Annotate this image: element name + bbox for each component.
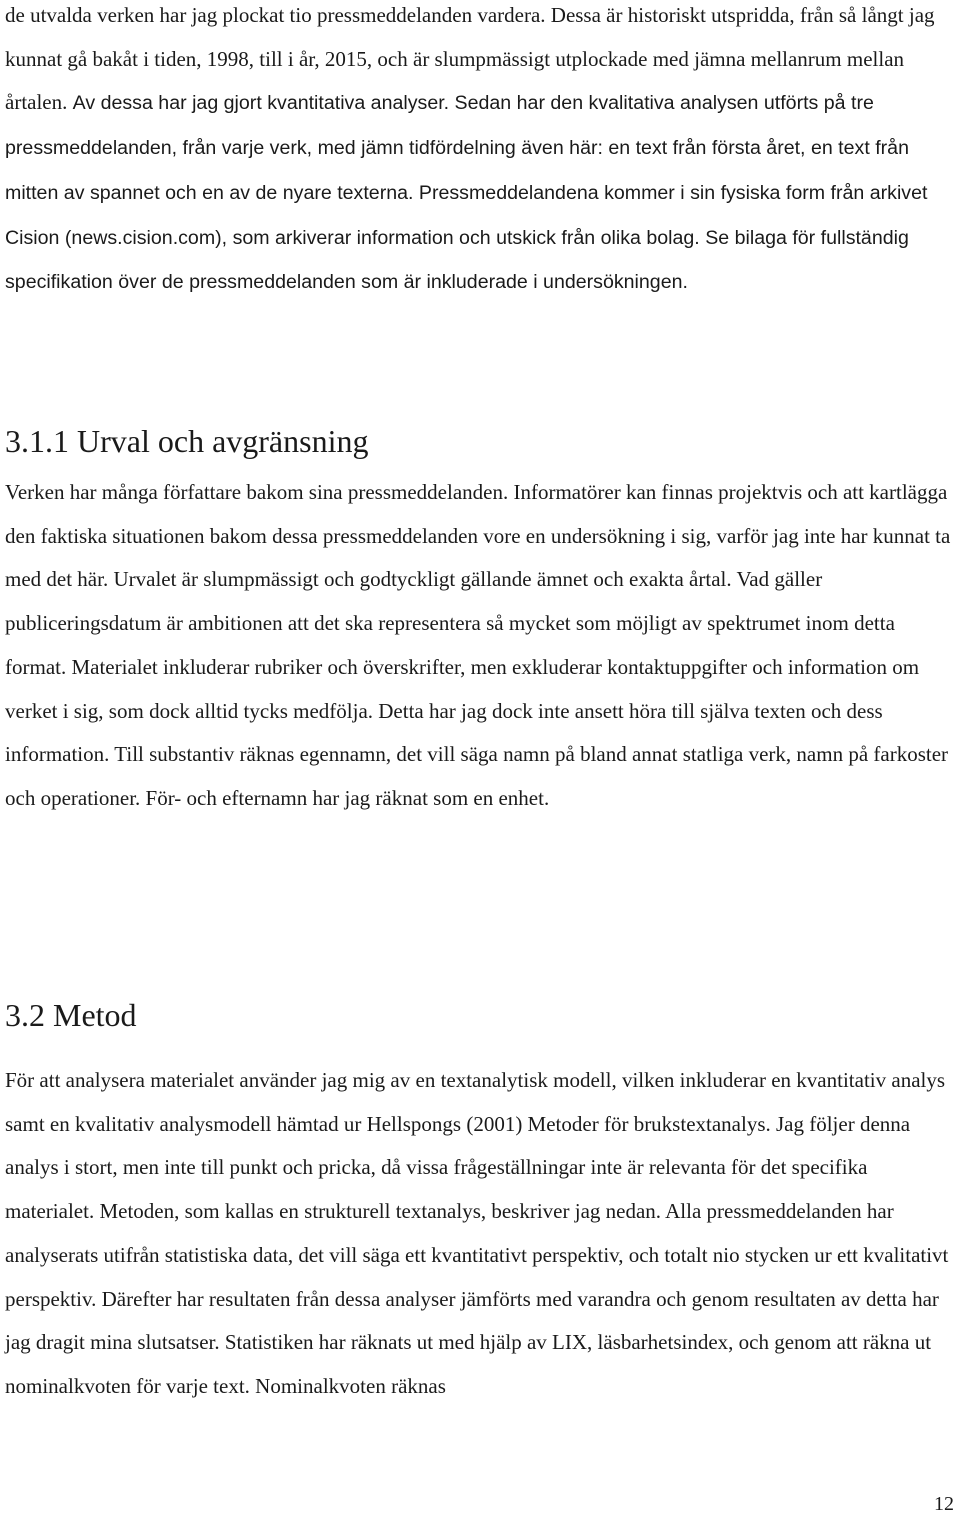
paragraph-metod: För att analysera materialet använder jag mig av en textanalytisk modell, vilken inkluderar en kvantitativ analys samt en kvalitativ analysmodell hämtad ur Hellspongs (2001) Metoder för brukstextanalys. Jag följer denna analys i stort, men inte till punkt och pricka, då vissa frågeställningar inte är relevanta för det specifika materialet. Metoden, som kallas en strukturell textanalys, beskriver jag nedan. Alla pressmeddelanden har analyserats utifrån statistiska data, det vill säga ett kvantitativt perspektiv, och totalt nio stycken ur ett kvalitativt perspektiv. Därefter har resultaten från dessa analyser jämförts med varandra och genom resultaten av detta har jag dragit mina slutsatser. Statistiken har räknats ut med hjälp av LIX, läsbarhetsindex, och genom att räkna ut nominalkvoten för varje text. Nominalkvoten räknas xyxy=(5,1068,949,1398)
section-heading-urval: 3.1.1 Urval och avgränsning xyxy=(5,423,369,459)
page-number: 12 xyxy=(934,1493,954,1515)
paragraph-intro-part1: de utvalda verken har jag plockat tio pressmeddelanden vardera. Dessa är historiskt utspridda, från så långt jag kunnat gå bakåt i tiden, 1998, till i år, 2015, och är slumpmässigt utplockade med jämna mellanrum mellan årtalen. xyxy=(5,3,935,115)
paragraph-intro-part2: Av dessa har jag gjort kvantitativa analyser. Sedan har den kvalitativa analysen utförts på tre pressmeddelanden, från varje verk, med jämn tidfördelning även här: en text från första året, en text från mitten av spannet och en av de nyare texterna. Pressmeddelandena kommer i sin fysiska form från arkivet Cision (news.cision.com), som arkiverar information och utskick från olika bolag. Se bilaga för fullständig specifikation över de pressmeddelanden som är inkluderade i undersökningen. xyxy=(5,92,928,294)
paragraph-urval: Verken har många författare bakom sina pressmeddelanden. Informatörer kan finnas projektvis och att kartlägga den faktiska situationen bakom dessa pressmeddelanden vore en undersökning i sig, varför jag inte har kunnat ta med det här. Urvalet är slumpmässigt och godtyckligt gällande ämnet och exakta årtal. Vad gäller publiceringsdatum är ambitionen att det ska representera så mycket som möjligt av spektrumet inom detta format. Materialet inkluderar rubriker och överskrifter, men exkluderar kontaktuppgifter och information om verket i sig, som dock alltid tycks medfölja. Detta har jag dock inte ansett höra till själva texten och dess information. Till substantiv räknas egennamn, det vill säga namn på bland annat statliga verk, namn på farkoster och operationer. För- och efternamn har jag räknat som en enhet. xyxy=(5,480,951,810)
section-heading-metod: 3.2 Metod xyxy=(5,997,137,1033)
paragraph-intro xyxy=(5,0,955,305)
